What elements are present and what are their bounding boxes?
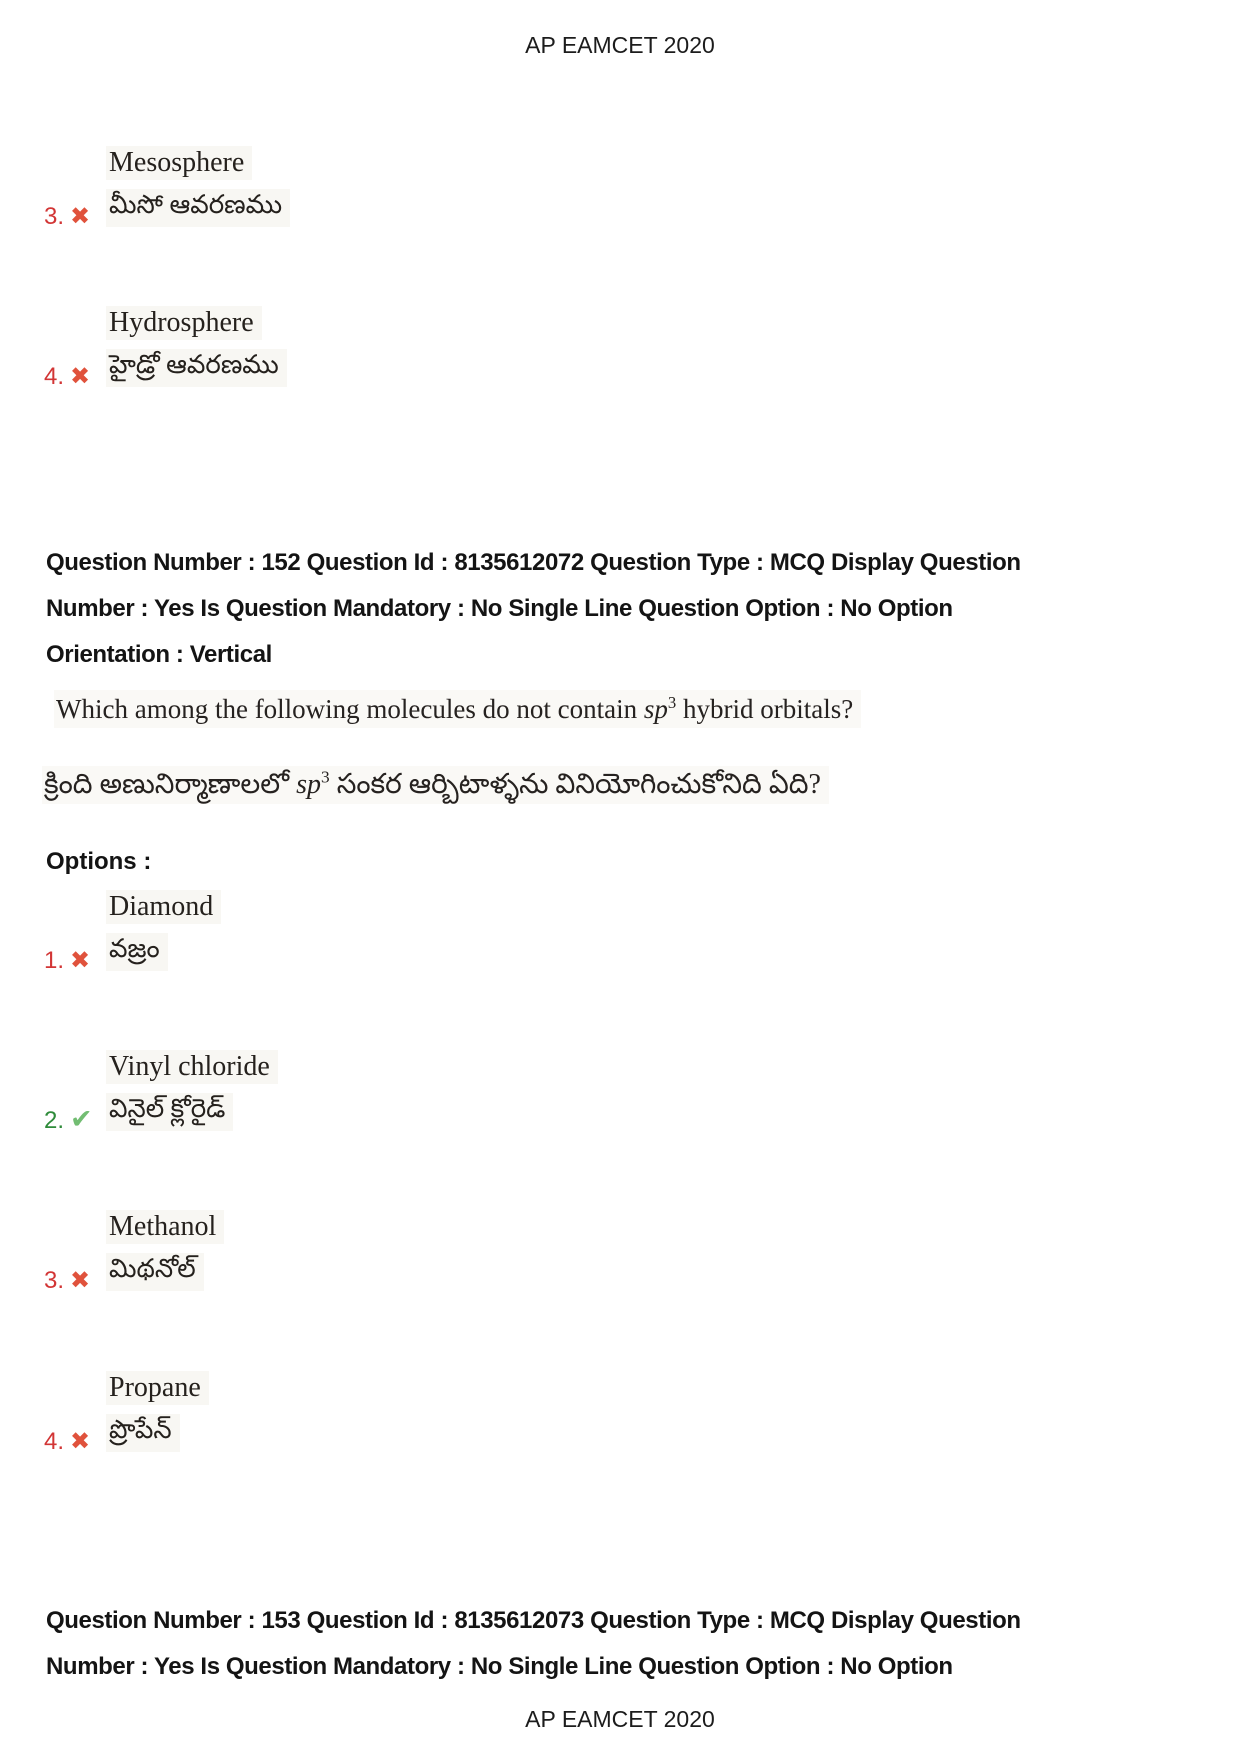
question-152-option-3 <box>44 1210 224 1294</box>
wrong-answer-icon: ✖ <box>70 363 91 390</box>
option-number: 2. <box>44 1107 65 1134</box>
question-153-header <box>46 1598 1196 1690</box>
option-text-english: Diamond <box>106 890 221 924</box>
option-text-telugu: ప్రొపేన్ <box>106 1414 180 1452</box>
option-text-english: Hydrosphere <box>106 306 262 340</box>
option-text-english: Methanol <box>106 1210 224 1244</box>
option-marker <box>44 203 96 231</box>
question-text-suffix: hybrid orbitals? <box>676 694 854 724</box>
question-152-option-4 <box>44 1371 209 1455</box>
wrong-answer-icon: ✖ <box>70 203 91 230</box>
question-152-option-2 <box>44 1050 278 1134</box>
option-marker <box>44 363 96 391</box>
question-text-prefix: క్రింది అణునిర్మాణాలలో <box>44 769 297 800</box>
page-footer-title: AP EAMCET 2020 <box>525 1706 715 1732</box>
option-texts <box>106 1050 278 1131</box>
options-label: Options : <box>46 848 152 875</box>
question-header-line: Number : Yes Is Question Mandatory : No Single Line Question Option : No Option <box>46 595 953 622</box>
prev-question-option-4 <box>44 306 287 390</box>
option-number: 4. <box>44 363 65 390</box>
option-number: 3. <box>44 203 65 230</box>
question-152-text-telugu <box>42 766 829 804</box>
option-text-english: Mesosphere <box>106 146 252 180</box>
option-text-english: Propane <box>106 1371 209 1405</box>
option-texts <box>106 1210 224 1291</box>
option-texts <box>106 890 221 971</box>
wrong-answer-icon: ✖ <box>70 947 91 974</box>
question-text-prefix: Which among the following molecules do not contain <box>56 694 644 724</box>
formula-superscript: 3 <box>667 693 677 712</box>
option-number: 4. <box>44 1428 65 1455</box>
formula-sp: sp <box>296 769 321 800</box>
option-text-telugu: మీసో ఆవరణము <box>106 189 290 227</box>
question-header-line: Number : Yes Is Question Mandatory : No Single Line Question Option : No Option <box>46 1653 953 1680</box>
option-texts <box>106 306 287 387</box>
page-header-title: AP EAMCET 2020 <box>525 32 715 58</box>
option-number: 1. <box>44 947 65 974</box>
question-152-header <box>46 540 1196 678</box>
formula-superscript: 3 <box>321 767 330 787</box>
option-text-telugu: హైడ్రో ఆవరణము <box>106 349 287 387</box>
option-texts <box>106 146 290 227</box>
option-text-telugu: వినైల్ క్లోరైడ్ <box>106 1093 233 1131</box>
correct-answer-icon: ✔ <box>70 1104 93 1134</box>
option-marker <box>44 1267 96 1295</box>
question-header-line: Orientation : Vertical <box>46 641 272 668</box>
option-marker <box>44 1106 96 1135</box>
option-number: 3. <box>44 1267 65 1294</box>
option-text-telugu: వజ్రం <box>106 933 168 971</box>
question-header-line: Question Number : 152 Question Id : 8135612072 Question Type : MCQ Display Question <box>46 549 1021 576</box>
option-texts <box>106 1371 209 1452</box>
question-152-option-1 <box>44 890 221 974</box>
question-text-suffix: సంకర ఆర్బిటాళ్ళను వినియోగించుకోనిది ఏది? <box>329 769 821 800</box>
option-text-english: Vinyl chloride <box>106 1050 278 1084</box>
wrong-answer-icon: ✖ <box>70 1428 91 1455</box>
formula-sp: sp <box>643 694 668 724</box>
prev-question-option-3 <box>44 146 290 230</box>
option-marker <box>44 1428 96 1456</box>
question-header-line: Question Number : 153 Question Id : 8135612073 Question Type : MCQ Display Question <box>46 1607 1021 1634</box>
option-marker <box>44 947 96 975</box>
option-text-telugu: మిథనోల్ <box>106 1253 204 1291</box>
question-152-text-english <box>54 690 861 728</box>
wrong-answer-icon: ✖ <box>70 1267 91 1294</box>
